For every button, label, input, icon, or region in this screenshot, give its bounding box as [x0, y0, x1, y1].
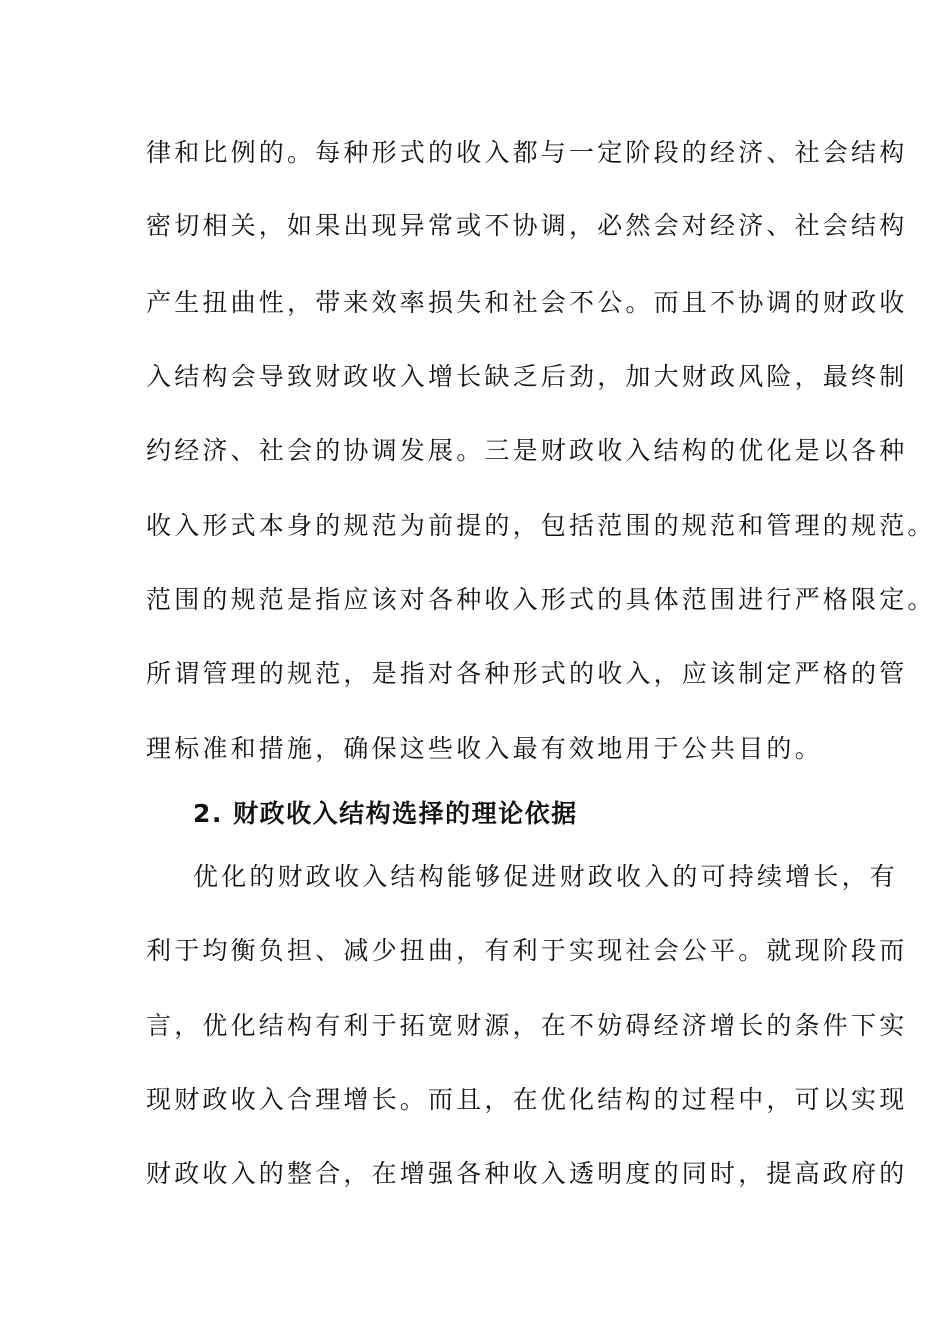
text-line: 范围的规范是指应该对各种收入形式的具体范围进行严格限定。 [146, 585, 936, 614]
text-line: 产生扭曲性，带来效率损失和社会不公。而且不协调的财政收 [146, 288, 908, 317]
text-line: 律和比例的。每种形式的收入都与一定阶段的经济、社会结构 [146, 138, 908, 167]
text-line: 现财政收入合理增长。而且，在优化结构的过程中，可以实现 [146, 1085, 908, 1114]
text-line: 入结构会导致财政收入增长缺乏后劲，加大财政风险，最终制 [146, 362, 908, 391]
text-line: 约经济、社会的协调发展。三是财政收入结构的优化是以各种 [146, 436, 908, 465]
text-line: 理标准和措施，确保这些收入最有效地用于公共目的。 [146, 734, 823, 763]
text-line: 收入形式本身的规范为前提的，包括范围的规范和管理的规范。 [146, 511, 936, 540]
text-line: 利于均衡负担、减少扭曲，有利于实现社会公平。就现阶段而 [146, 936, 908, 965]
text-line: 优化的财政收入结构能够促进财政收入的可持续增长，有 [193, 862, 899, 891]
text-line: 密切相关，如果出现异常或不协调，必然会对经济、社会结构 [146, 211, 908, 240]
text-line: 言，优化结构有利于拓宽财源，在不妨碍经济增长的条件下实 [146, 1011, 908, 1040]
text-line: 财政收入的整合，在增强各种收入透明度的同时，提高政府的 [146, 1159, 908, 1188]
text-line: 所谓管理的规范，是指对各种形式的收入，应该制定严格的管 [146, 659, 908, 688]
section-heading: 2. 财政收入结构选择的理论依据 [193, 799, 578, 828]
